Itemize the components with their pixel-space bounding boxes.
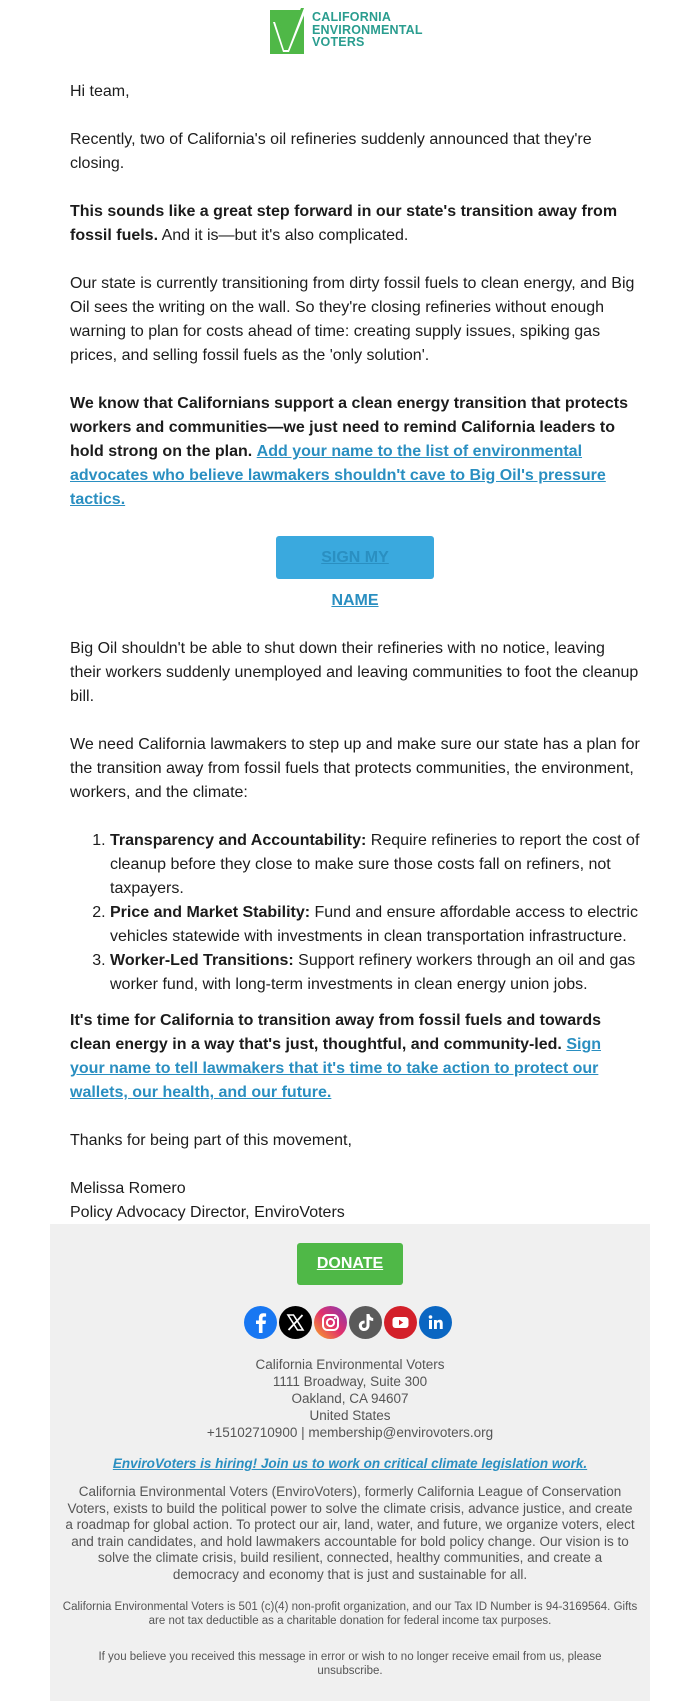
list-item	[110, 949, 640, 997]
paragraph-7	[70, 1009, 640, 1105]
checkmark-logo-icon	[270, 6, 308, 54]
list-item-text: Require refineries to report the cost of cleanup before they close to make sure those costs fall on refiners, not taxpayers.	[110, 832, 640, 897]
list-item-title: Price and Market Stability:	[110, 904, 311, 921]
list-item-title: Transparency and Accountability:	[110, 832, 367, 849]
list-item	[110, 829, 640, 901]
logo[interactable]	[270, 6, 423, 54]
paragraph-7-bold: It's time for California to transition away from fossil fuels and towards clean energy in a way that's just, thoughtful, and community-led.	[70, 1012, 601, 1053]
signature-title: Policy Advocacy Director, EnviroVoters	[70, 1204, 345, 1221]
signature-name: Melissa Romero	[70, 1180, 186, 1197]
sign-my-name-button[interactable]: SIGN MY NAME	[276, 536, 434, 579]
tax-disclaimer: California Environmental Voters is 501 (c)(4) non-profit organization, and our Tax ID Number is 94-3169564. Gifts are not tax deductible as a charitable donation for federal income tax purposes.	[62, 1601, 638, 1627]
address-city: Oakland, CA 94607	[291, 1391, 409, 1406]
paragraph-4-bold: We know that Californians support a clean energy transition that protects workers and communities—we just need to remind California leaders to hold strong on the plan.	[70, 395, 629, 460]
email-body	[70, 80, 640, 1225]
address-country: United States	[309, 1408, 391, 1423]
list-item	[110, 901, 640, 949]
facebook-icon[interactable]	[244, 1306, 277, 1339]
mailing-address	[50, 1356, 650, 1441]
address-org: California Environmental Voters	[255, 1357, 445, 1372]
unsubscribe-text: If you believe you received this message in error or wish to no longer receive email from us, please	[98, 1651, 602, 1663]
address-street: 1111 Broadway, Suite 300	[272, 1374, 428, 1389]
paragraph-1: Recently, two of California's oil refineries suddenly announced that they're closing.	[70, 131, 592, 172]
add-name-link[interactable]: Add your name to the list of environmental advocates who believe lawmakers shouldn't cave to Big Oil's pressure tactics.	[70, 443, 606, 508]
x-icon[interactable]	[279, 1306, 312, 1339]
donate-button[interactable]: DONATE	[297, 1243, 403, 1285]
logo-line-1: CALIFORNIA	[312, 10, 392, 25]
paragraph-2-bold: This sounds like a great step forward in our state's transition away from fossil fuels.	[70, 203, 618, 244]
list-item-text: Support refinery workers through an oil and gas worker fund, with long-term investments in clean energy union jobs.	[110, 952, 636, 993]
thanks: Thanks for being part of this movement,	[70, 1132, 352, 1149]
paragraph-2	[70, 200, 640, 248]
paragraph-3: Our state is currently transitioning from dirty fossil fuels to clean energy, and Big Oil sees the writing on the wall. So they're closing refineries without enough warning to plan for costs ahead of time: creating supply issues, spiking gas prices, and selling fossil fuels as the 'only solution'.	[70, 275, 635, 364]
paragraph-5: Big Oil shouldn't be able to shut down their refineries with no notice, leaving their workers suddenly unemployed and leaving communities to foot the cleanup bill.	[70, 640, 639, 705]
sign-name-link[interactable]: Sign your name to tell lawmakers that it's time to take action to protect our wallets, our health, and our future.	[70, 1036, 601, 1101]
signature	[70, 1177, 640, 1225]
unsubscribe-end: .	[379, 1665, 383, 1677]
unsubscribe-notice	[80, 1650, 620, 1678]
linkedin-icon[interactable]	[419, 1306, 452, 1339]
instagram-icon[interactable]	[314, 1306, 347, 1339]
logo-wordmark	[312, 11, 423, 49]
greeting: Hi team,	[70, 83, 130, 100]
hiring-link[interactable]: EnviroVoters is hiring! Join us to work on critical climate legislation work.	[112, 1456, 588, 1471]
policy-list	[70, 829, 640, 997]
address-contact: +15102710900 | membership@envirovoters.org	[206, 1425, 494, 1440]
youtube-icon[interactable]	[384, 1306, 417, 1339]
mission-statement: California Environmental Voters (EnviroVoters), formerly California League of Conservation Voters, exists to build the political power to solve the climate crisis, advance justice, and create a roadmap for global action. To protect our air, land, water, and future, we organize voters, elect and train candidates, and hold lawmakers accountable for bold policy change. Our vision is to solve the climate crisis, build resilient, connected, healthy communities, and create a democracy and economy that is just and sustainable for all.	[65, 1484, 635, 1582]
list-item-title: Worker-Led Transitions:	[110, 952, 294, 969]
list-item-text: Fund and ensure affordable access to electric vehicles statewide with investments in clean transportation infrastructure.	[110, 904, 638, 945]
paragraph-2-rest: And it is—but it's also complicated.	[158, 227, 409, 244]
unsubscribe-link[interactable]: unsubscribe	[317, 1665, 380, 1677]
logo-line-2: ENVIRONMENTAL	[312, 22, 423, 37]
logo-line-3: VOTERS	[312, 35, 365, 50]
paragraph-6: We need California lawmakers to step up and make sure our state has a plan for the transition away from fossil fuels that protects communities, the environment, workers, and the climate:	[70, 736, 640, 801]
paragraph-4	[70, 392, 640, 512]
cta-row	[70, 536, 640, 613]
tiktok-icon[interactable]	[349, 1306, 382, 1339]
social-links	[244, 1306, 452, 1340]
footer	[50, 1224, 650, 1701]
